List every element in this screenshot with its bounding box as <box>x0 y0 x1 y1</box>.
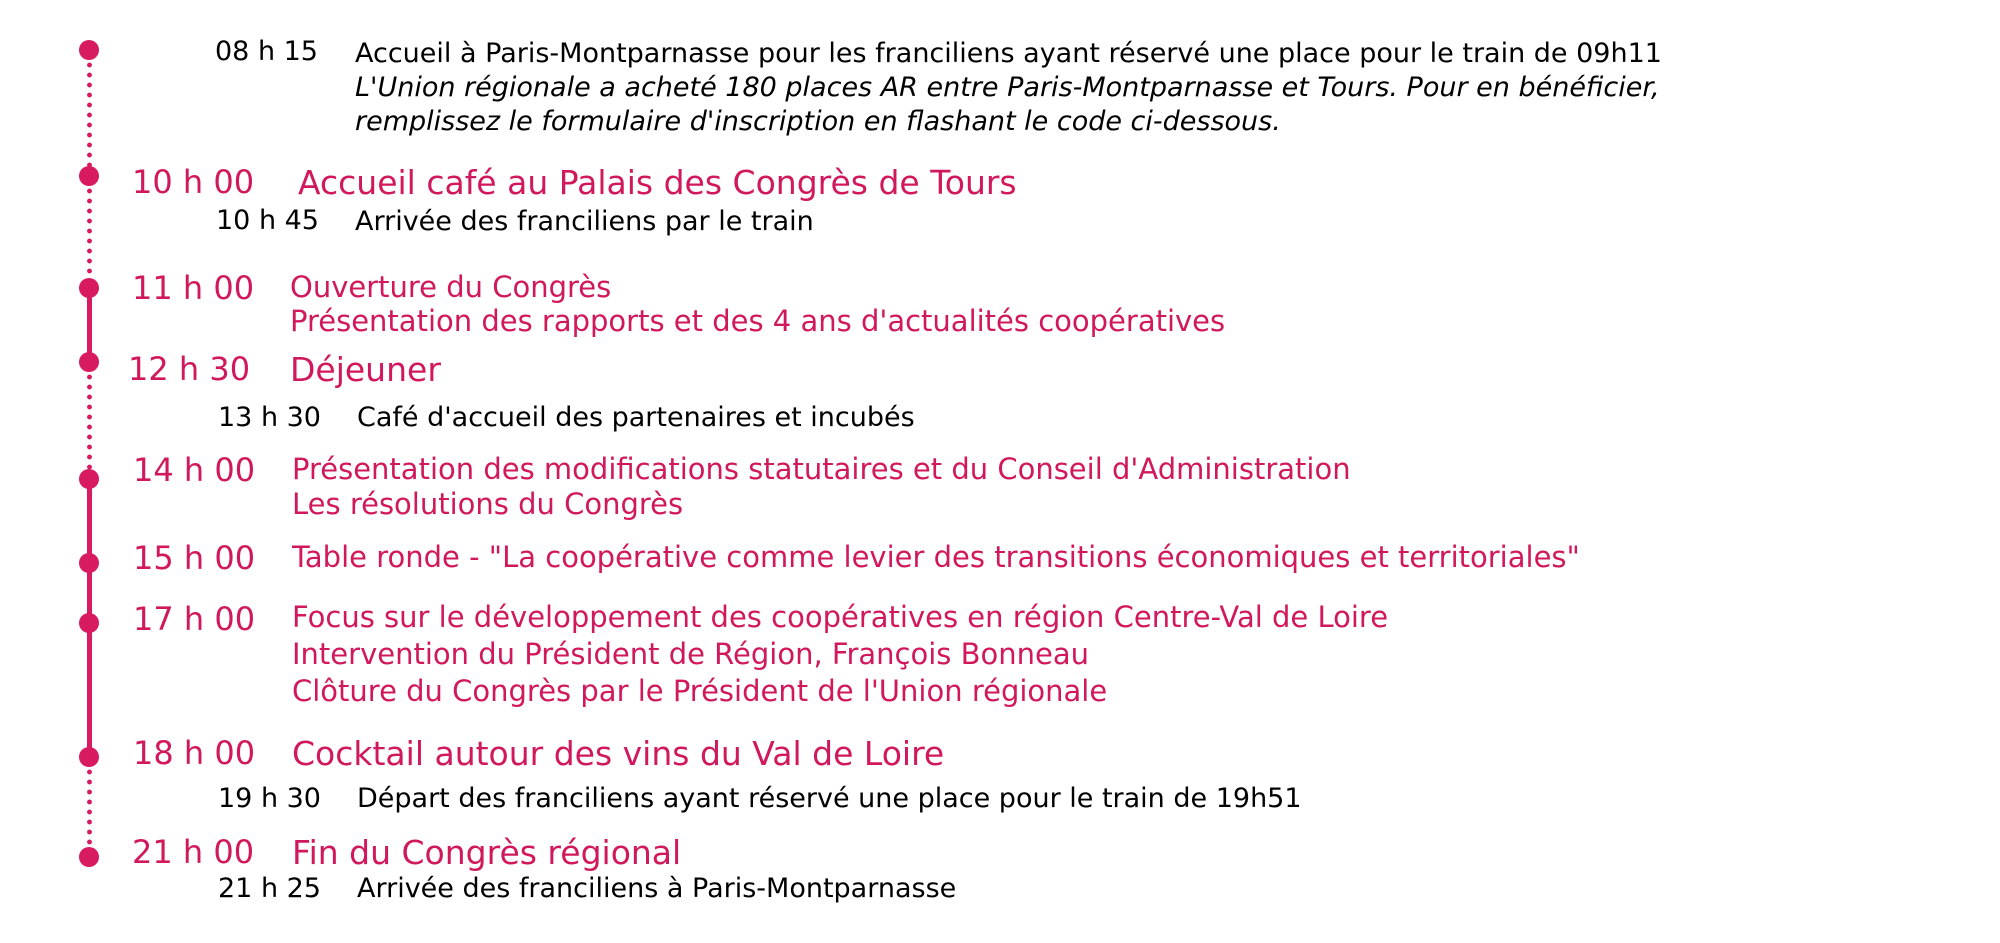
entry-time: 10 h 45 <box>216 205 319 236</box>
entry-line: Focus sur le développement des coopératives en région Centre-Val de Loire <box>292 600 1389 634</box>
entry-time: 11 h 00 <box>132 269 255 307</box>
entry-title: Accueil à Paris-Montparnasse pour les franciliens ayant réservé une place pour le train de 09h11 <box>355 38 1662 69</box>
timeline-dot <box>79 747 99 767</box>
timeline-dot <box>79 847 99 867</box>
entry-time: 14 h 00 <box>133 451 256 489</box>
entry-title: Accueil café au Palais des Congrès de Tours <box>298 163 1017 202</box>
entry-time: 21 h 00 <box>132 833 255 871</box>
entry-note-line: remplissez le formulaire d'inscription en flashant le code ci-dessous. <box>355 106 1281 137</box>
entry-time: 10 h 00 <box>132 163 255 201</box>
timeline-dotted-segment <box>87 757 92 857</box>
entry-time: 15 h 00 <box>133 539 256 577</box>
entry-line: Présentation des modifications statutaires et du Conseil d'Administration <box>292 452 1351 486</box>
entry-line: Présentation des rapports et des 4 ans d'actualités coopératives <box>290 304 1226 338</box>
entry-title: Déjeuner <box>290 350 441 389</box>
timeline-dot <box>79 278 99 298</box>
entry-title: Arrivée des franciliens à Paris-Montparnasse <box>357 873 957 904</box>
timeline-dotted-segment <box>87 50 92 176</box>
timeline-dot <box>79 40 99 60</box>
entry-time: 21 h 25 <box>218 873 321 904</box>
entry-line: Ouverture du Congrès <box>290 270 612 304</box>
timeline-dot <box>79 352 99 372</box>
timeline-dotted-segment <box>87 362 92 479</box>
entry-time: 18 h 00 <box>133 734 256 772</box>
entry-time: 19 h 30 <box>218 783 321 814</box>
entry-title: Café d'accueil des partenaires et incubés <box>357 402 915 433</box>
entry-title: Fin du Congrès régional <box>292 833 682 872</box>
entry-time: 12 h 30 <box>128 350 251 388</box>
entry-time: 17 h 00 <box>133 600 256 638</box>
timeline-dot <box>79 613 99 633</box>
entry-title: Cocktail autour des vins du Val de Loire <box>292 734 945 773</box>
timeline-dotted-segment <box>87 176 92 288</box>
entry-title: Table ronde - "La coopérative comme levier des transitions économiques et territoriales" <box>292 540 1580 574</box>
entry-title: Départ des franciliens ayant réservé une place pour le train de 19h51 <box>357 783 1302 814</box>
entry-line: Intervention du Président de Région, François Bonneau <box>292 637 1090 671</box>
entry-title: Arrivée des franciliens par le train <box>355 206 814 237</box>
timeline-solid-segment <box>87 288 92 362</box>
timeline-dot <box>79 469 99 489</box>
entry-line: Clôture du Congrès par le Président de l'Union régionale <box>292 674 1108 708</box>
timeline-dot <box>79 553 99 573</box>
entry-note-line: L'Union régionale a acheté 180 places AR entre Paris-Montparnasse et Tours. Pour en bénéficier, <box>355 72 1660 103</box>
timeline-dot <box>79 166 99 186</box>
entry-time: 13 h 30 <box>218 402 321 433</box>
entry-line: Les résolutions du Congrès <box>292 487 684 521</box>
entry-time: 08 h 15 <box>215 36 318 67</box>
